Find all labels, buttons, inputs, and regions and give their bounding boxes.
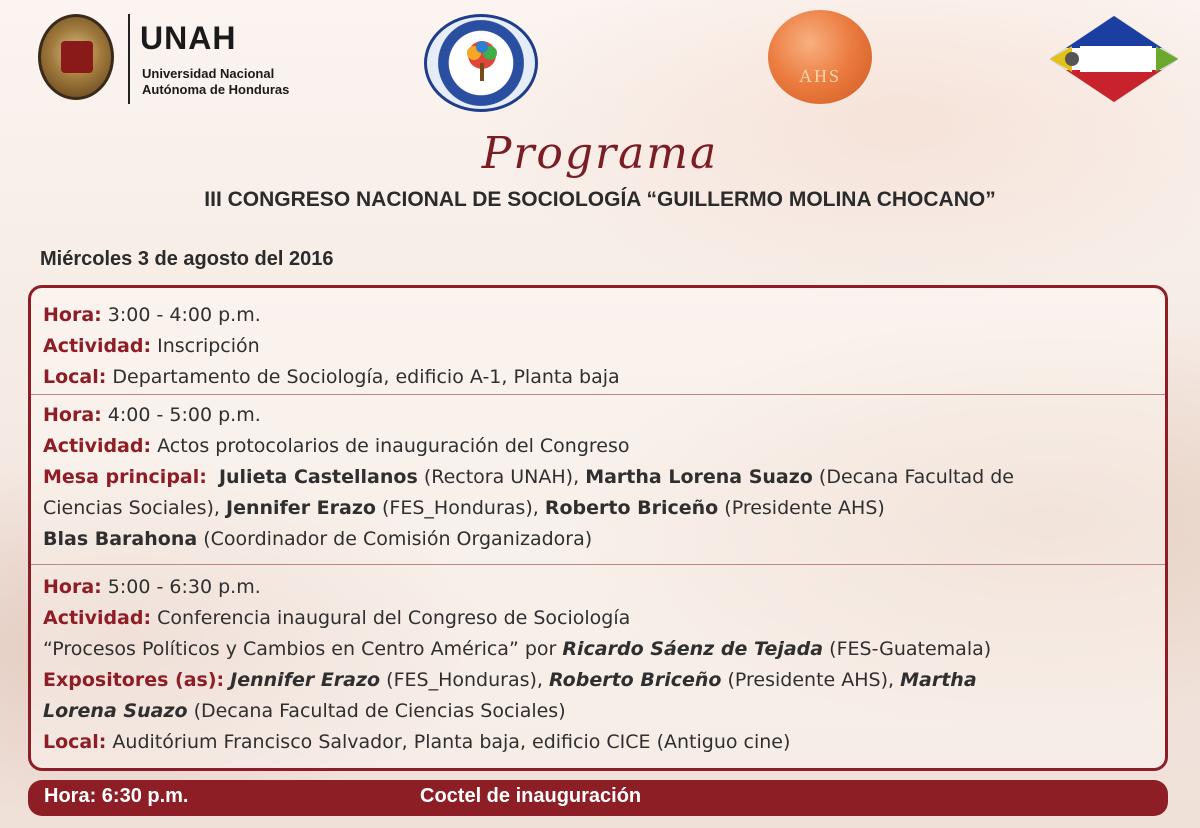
session-location [43,727,1157,758]
expositores-label: Expositores (as): [43,669,225,691]
unah-subtitle-line2: Autónoma de Honduras [142,82,290,97]
actividad-value: Inscripción [157,335,260,357]
local-value: Auditórium Francisco Salvador, Planta baja, edificio CICE (Antiguo cine) [112,731,791,753]
mesa-principal-line [43,524,1157,555]
expositor-role: (Presidente AHS), [727,669,895,691]
cocktail-activity: Coctel de inauguración [420,785,642,807]
session-location [43,362,1157,393]
actividad-label: Actividad: [43,435,152,457]
expositor-name: Martha [900,669,977,691]
participant-name: Julieta Castellanos [218,466,418,488]
session-activity [43,431,1157,462]
session-time [43,400,1157,431]
actividad-label: Actividad: [43,335,152,357]
congress-name: III CONGRESO NACIONAL DE SOCIOLOGÍA “GUILLERMO MOLINA CHOCANO” [204,188,996,211]
hora-value: 3:00 - 4:00 p.m. [107,304,261,326]
expositor-role: (Decana Facultad de Ciencias Sociales) [193,700,566,722]
expositor-name: Lorena Suazo [43,700,188,722]
expositor-name: Jennifer Erazo [230,669,381,691]
unah-title: UNAH [140,20,237,56]
ahs-logo [768,10,872,104]
local-label: Local: [43,731,107,753]
participant-role: (Rectora UNAH), [423,466,580,488]
conference-org: (FES-Guatemala) [829,638,992,660]
unah-seal-icon [38,14,114,100]
ciencias-sociales-logo [424,14,538,112]
session-activity [43,603,1157,634]
participant-role: (Decana Facultad de [818,466,1014,488]
cocktail-bar [28,780,1168,816]
session-time [43,300,1157,331]
expositor-name: Roberto Briceño [549,669,722,691]
hora-label: Hora: [43,576,102,598]
participant-role: (Coordinador de Comisión Organizadora) [203,528,593,550]
hora-label: Hora: [43,304,102,326]
expositor-role: (FES_Honduras), [386,669,543,691]
conference-title-line [43,634,1157,665]
session-time [43,572,1157,603]
session-divider [31,394,1165,395]
session-block [43,400,1157,555]
diic-logo [1050,16,1178,102]
unah-logo [38,14,338,104]
session-divider [31,564,1165,565]
session-activity [43,331,1157,362]
local-label: Local: [43,366,107,388]
conference-title: “Procesos Políticos y Cambios en Centro América” por [43,638,557,660]
local-value: Departamento de Sociología, edificio A-1, Planta baja [112,366,620,388]
participant-name: Blas Barahona [43,528,198,550]
participant-name: Roberto Briceño [544,497,719,519]
participant-role: (FES_Honduras), [382,497,539,519]
program-title: Programa [481,128,719,179]
tree-icon [462,39,502,83]
hora-value: 4:00 - 5:00 p.m. [107,404,261,426]
participant-role: (Presidente AHS) [724,497,885,519]
actividad-value: Conferencia inaugural del Congreso de Sociología [157,607,631,629]
session-block [43,572,1157,758]
actividad-label: Actividad: [43,607,152,629]
participant-name: Martha Lorena Suazo [585,466,813,488]
participant-role: Ciencias Sociales), [43,497,220,519]
expositores-line [43,696,1157,727]
mesa-principal-line [43,462,1157,493]
logo-divider [128,14,130,104]
hora-value: 5:00 - 6:30 p.m. [107,576,261,598]
event-date: Miércoles 3 de agosto del 2016 [40,248,334,270]
cocktail-time: Hora: 6:30 p.m. [44,785,189,807]
conference-speaker: Ricardo Sáenz de Tejada [562,638,824,660]
participant-name: Jennifer Erazo [226,497,376,519]
mesa-label: Mesa principal: [43,466,207,488]
expositores-line [43,665,1157,696]
ahs-logo-text: AHS [798,66,841,86]
mesa-principal-line [43,493,1157,524]
hora-label: Hora: [43,404,102,426]
actividad-value: Actos protocolarios de inauguración del Congreso [157,435,630,457]
unah-subtitle-line1: Universidad Nacional [142,66,275,81]
schedule-box [28,285,1168,771]
session-block [43,300,1157,393]
